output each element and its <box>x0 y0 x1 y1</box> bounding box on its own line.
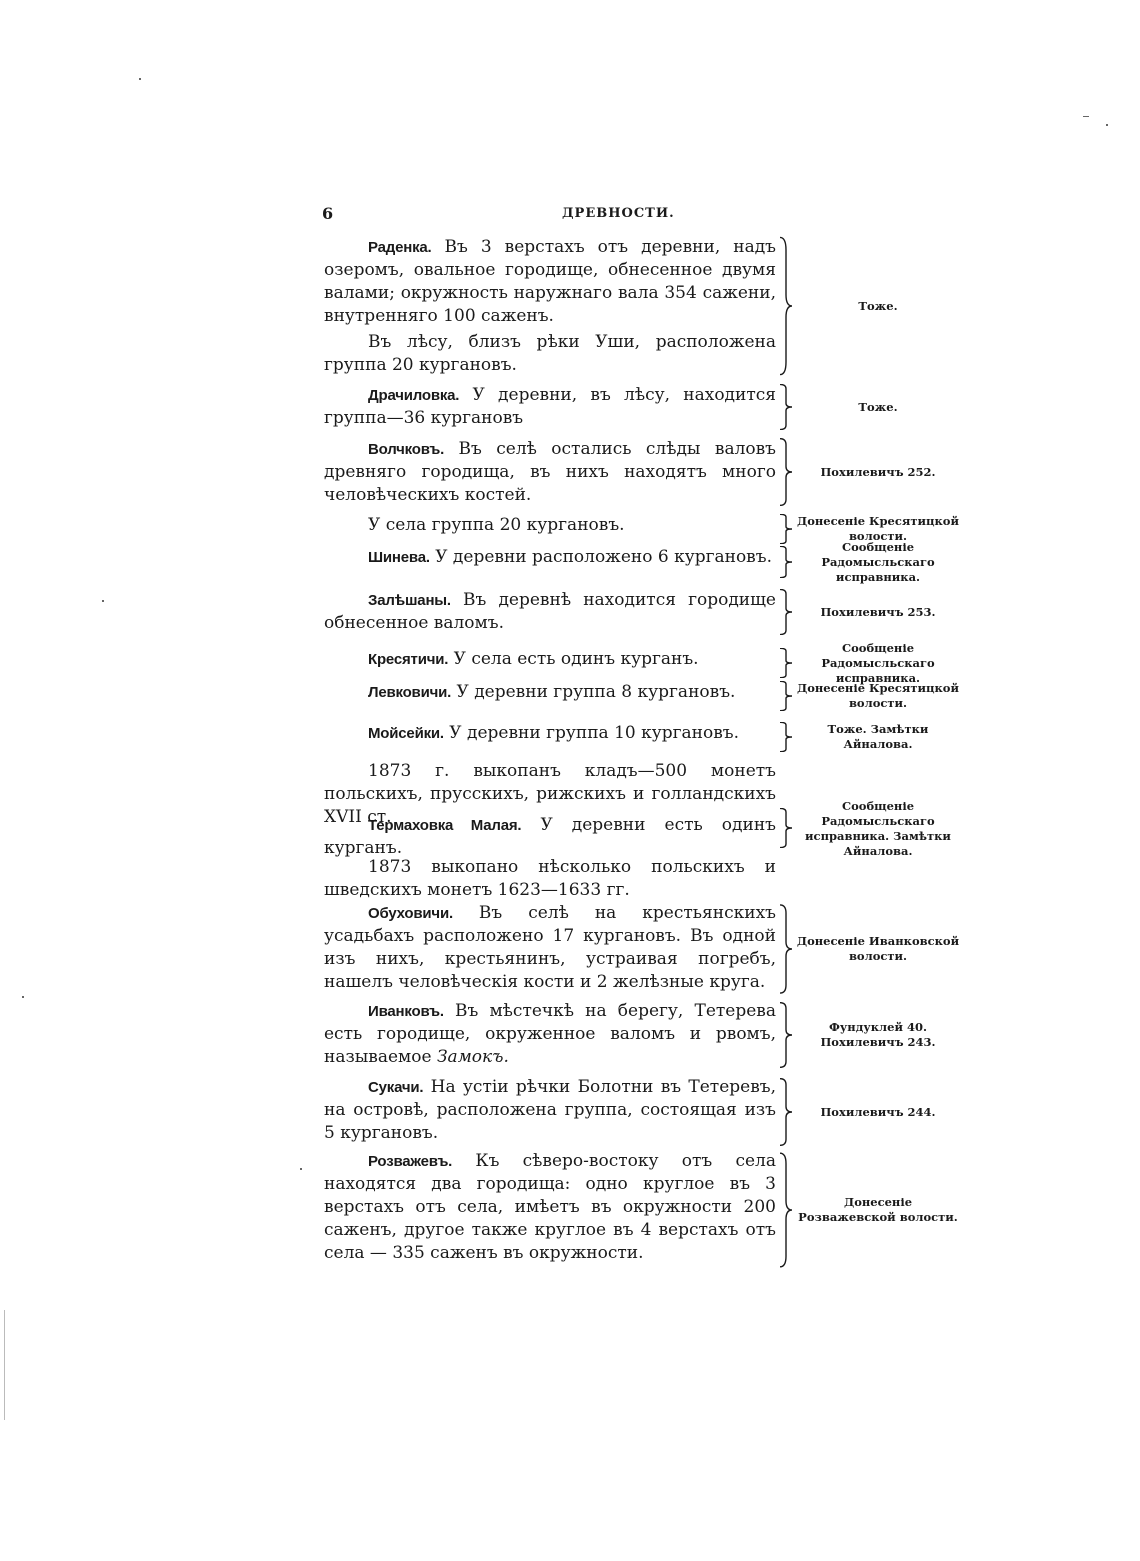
brace <box>779 681 793 711</box>
entry-rozvazhev <box>324 1150 964 1270</box>
brace <box>779 722 793 752</box>
source-citation: Тоже. <box>858 399 898 414</box>
entry-shineva <box>324 539 964 584</box>
place-name: Иванковъ. <box>368 1003 444 1020</box>
place-name: Залѣшаны. <box>368 592 451 609</box>
entry-description: Къ сѣверо-востоку отъ села находятся два городища: одно круглое въ 3 верстахъ отъ села, имѣетъ въ окружности 200 саженъ, другое также круглое въ 4 верстахъ отъ села — 335 саженъ въ окружности. <box>324 1151 776 1263</box>
source-citation: Сообщеніе Радомысльскаго исправника. Замѣтки Айналова. <box>805 799 951 858</box>
entry-kresyatichi <box>324 640 964 685</box>
source-citation: Донесеніе Иванковской волости. <box>796 934 960 963</box>
entry-coins-1873 <box>324 856 964 904</box>
brace <box>779 1002 793 1068</box>
brace <box>779 546 793 578</box>
place-name: Сукачи. <box>368 1079 424 1096</box>
running-head: ДРЕВНОСТИ. <box>562 206 675 221</box>
entry-termakhovka-malaya <box>324 799 964 858</box>
entry-volchkov <box>324 438 964 508</box>
entry-text <box>324 1076 776 1145</box>
entry-text <box>324 236 776 377</box>
entry-obukhovichi <box>324 902 964 996</box>
entry-text <box>324 589 776 635</box>
entry-description: Въ селѣ остались слѣды валовъ древняго городища, въ нихъ находятъ много человѣческихъ костей. <box>324 439 776 505</box>
source-citation: Донесеніе Кресятицкой волости. <box>796 514 960 543</box>
entry-description: 1873 выкопано нѣсколько польскихъ и шведскихъ монетъ 1623—1633 гг. <box>324 857 776 900</box>
place-name: Левковичи. <box>368 684 452 701</box>
entry-description-italic: Замокъ. <box>436 1047 509 1067</box>
brace <box>779 236 793 376</box>
source-citation: Донесеніе Кресятицкой волости. <box>796 681 960 710</box>
source-citation: Фундуклей 40. Похилевичъ 243. <box>820 1020 936 1049</box>
source-citation: Тоже. <box>858 298 898 313</box>
entry-text <box>324 384 776 430</box>
entry-zaleshany <box>324 589 964 637</box>
entry-text <box>324 1000 776 1069</box>
brace <box>779 648 793 678</box>
brace <box>779 438 793 506</box>
place-name: Раденка. <box>368 239 432 256</box>
entry-description: Въ деревнѣ находится городище обнесенное валомъ. <box>324 590 776 633</box>
source-citation: Тоже. Замѣтки Айналова. <box>827 722 929 751</box>
entry-levkovichi <box>324 681 964 713</box>
entry-moiseiki <box>324 722 964 754</box>
source-citation: Похилевичъ 253. <box>820 604 936 619</box>
scan-speck <box>102 600 104 602</box>
place-name: Термаховка Малая. <box>368 817 522 834</box>
source-citation: Сообщеніе Радомысльскаго исправника. <box>821 539 935 584</box>
entry-description: 1873 г. выкопанъ кладъ—500 монетъ польскихъ, прусскихъ, рижскихъ и голландскихъ XVII ст. <box>324 761 776 827</box>
page-header <box>322 204 782 228</box>
place-name: Драчиловка. <box>368 387 460 404</box>
entry-text <box>324 902 776 994</box>
entry-description: У деревни есть одинъ курганъ. <box>324 815 776 858</box>
entry-text <box>324 722 776 745</box>
scan-speck <box>22 996 24 998</box>
entry-text <box>324 1150 776 1265</box>
entry-text <box>324 546 776 569</box>
entry-description: Въ селѣ на крестьянскихъ усадьбахъ расположено 17 кургановъ. Въ одной изъ нихъ, крестьянинъ, устраивая погребъ, нашелъ человѣческія кости и 2 желѣзные круга. <box>324 903 776 992</box>
entry-description: Въ 3 верстахъ отъ деревни, надъ озеромъ, овальное городище, обнесенное двумя валами; окружность наружнаго вала 354 сажени, внутренняго 100 саженъ. <box>324 237 776 326</box>
entry-text <box>324 856 776 902</box>
entry-ivankov <box>324 1000 964 1070</box>
scan-speck <box>1083 116 1089 117</box>
entry-description: У деревни группа 10 кургановъ. <box>443 723 740 743</box>
entry-text <box>324 648 776 671</box>
entry-description: У деревни группа 8 кургановъ. <box>451 682 736 702</box>
place-name: Розважевъ. <box>368 1153 453 1170</box>
place-name: Кресятичи. <box>368 651 449 668</box>
brace <box>779 1152 793 1268</box>
entry-text <box>324 514 776 537</box>
entry-description-continued: Въ лѣсу, близъ рѣки Уши, расположена группа 20 кургановъ. <box>324 332 776 375</box>
source-citation: Похилевичъ 244. <box>820 1104 936 1119</box>
page-number: 6 <box>322 204 334 223</box>
brace <box>779 514 793 544</box>
scan-speck <box>4 1310 5 1420</box>
source-citation: Донесеніе Розважевской волости. <box>798 1195 958 1224</box>
brace <box>779 384 793 430</box>
brace <box>779 1078 793 1146</box>
entry-description: У села есть одинъ курганъ. <box>448 649 699 669</box>
entry-drachilovka <box>324 384 964 432</box>
place-name: Волчковъ. <box>368 441 445 458</box>
entry-description: У деревни расположено 6 кургановъ. <box>429 547 772 567</box>
entry-radenka <box>324 236 964 376</box>
entry-text <box>324 681 776 704</box>
brace <box>779 589 793 635</box>
entry-description: У деревни, въ лѣсу, находится группа—36 кургановъ <box>324 385 776 428</box>
place-name: Обуховичи. <box>368 905 453 922</box>
place-name: Мойсейки. <box>368 725 444 742</box>
entry-text <box>324 814 776 860</box>
scan-speck <box>1106 124 1108 126</box>
brace <box>779 808 793 848</box>
brace <box>779 904 793 994</box>
source-citation: Похилевичъ 252. <box>820 464 936 479</box>
place-name: Шинева. <box>368 549 430 566</box>
entry-sukachi <box>324 1076 964 1148</box>
entry-description: На устіи рѣчки Болотни въ Тетеревъ, на островѣ, расположена группа, состоящая изъ 5 кургановъ. <box>324 1077 776 1143</box>
entry-description: Въ мѣстечкѣ на берегу, Тетерева есть городище, окруженное валомъ и рвомъ, называемое <box>324 1001 776 1067</box>
source-citation: Сообщеніе Радомысльскаго исправника. <box>821 640 935 685</box>
entry-description: У села группа 20 кургановъ. <box>368 515 625 535</box>
scan-speck <box>139 78 141 80</box>
entry-text <box>324 438 776 507</box>
scan-speck <box>300 1168 302 1170</box>
